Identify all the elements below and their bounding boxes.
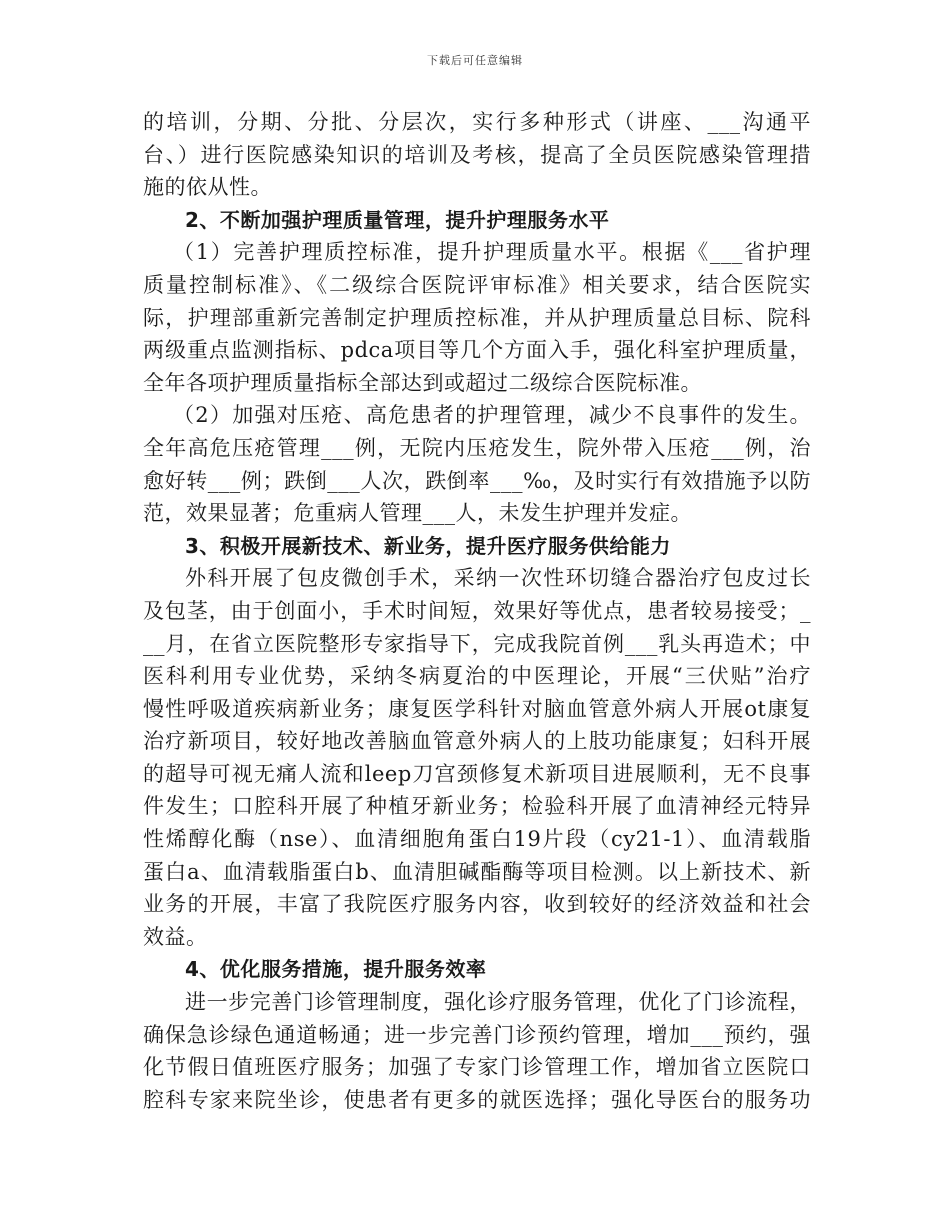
document-body [143, 106, 811, 1116]
paragraph-line: （1）完善护理质控标准，提升护理质量水平。根据《___省护理 [173, 240, 811, 265]
paragraph-line: __月，在省立医院整形专家指导下，完成我院首例___乳头再造术；中 [143, 631, 811, 656]
paragraph-line: 际，护理部重新完善制定护理质控标准，并从护理质量总目标、院科 [143, 305, 811, 330]
paragraph-line: 慢性呼吸道疾病新业务；康复医学科针对脑血管意外病人开展ot康复 [143, 696, 811, 721]
page-header: 下载后可任意编辑 [427, 54, 523, 67]
paragraph-line: 确保急诊绿色通道畅通；进一步完善门诊预约管理，增加___预约，强 [143, 1022, 811, 1047]
paragraph-line: 性烯醇化酶（nse）、血清细胞角蛋白19片段（cy21-1）、血清载脂 [143, 827, 811, 852]
paragraph-line: 外科开展了包皮微创手术，采纳一次性环切缝合器治疗包皮过长 [185, 566, 811, 591]
paragraph-line: （2）加强对压疮、高危患者的护理管理，减少不良事件的发生。 [173, 403, 811, 428]
paragraph-line: 台、）进行医院感染知识的培训及考核，提高了全员医院感染管理措 [143, 142, 811, 167]
paragraph-line: 的超导可视无痛人流和leep刀宫颈修复术新项目进展顺利，无不良事 [143, 761, 811, 786]
paragraph-line: 腔科专家来院坐诊，使患者有更多的就医选择；强化导医台的服务功 [143, 1087, 811, 1112]
paragraph-line: 效益。 [143, 924, 208, 949]
paragraph-line: 化节假日值班医疗服务；加强了专家门诊管理工作，增加省立医院口 [143, 1055, 811, 1080]
paragraph-line: 业务的开展，丰富了我院医疗服务内容，收到较好的经济效益和社会 [143, 892, 811, 917]
paragraph-line: 质量控制标准》、《二级综合医院评审标准》相关要求，结合医院实 [143, 272, 811, 297]
paragraph-line: 的培训，分期、分批、分层次，实行多种形式（讲座、___沟通平 [143, 110, 811, 134]
section-heading: 4、优化服务措施，提升服务效率 [185, 957, 487, 982]
paragraph-line: 进一步完善门诊管理制度，强化诊疗服务管理，优化了门诊流程， [185, 990, 811, 1015]
section-heading: 3、积极开展新技术、新业务，提升医疗服务供给能力 [185, 533, 671, 558]
paragraph-line: 范，效果显著；危重病人管理___人，未发生护理并发症。 [143, 501, 692, 526]
paragraph-line: 件发生；口腔科开展了种植牙新业务；检验科开展了血清神经元特异 [143, 794, 811, 819]
paragraph-line: 治疗新项目，较好地改善脑血管意外病人的上肢功能康复；妇科开展 [143, 729, 811, 754]
section-heading: 2、不断加强护理质量管理，提升护理服务水平 [185, 207, 610, 232]
paragraph-line: 蛋白a、血清载脂蛋白b、血清胆碱酯酶等项目检测。以上新技术、新 [143, 859, 811, 884]
paragraph-line: 及包茎，由于创面小，手术时间短，效果好等优点，患者较易接受；_ [143, 598, 811, 623]
paragraph-line: 全年各项护理质量指标全部达到或超过二级综合医院标准。 [143, 370, 702, 395]
paragraph-line: 两级重点监测指标、pdca项目等几个方面入手，强化科室护理质量， [143, 338, 811, 363]
paragraph-line: 医科利用专业优势，采纳冬病夏治的中医理论，开展“三伏贴”治疗 [143, 664, 811, 689]
paragraph-line: 全年高危压疮管理___例，无院内压疮发生，院外带入压疮___例，治 [143, 435, 811, 460]
paragraph-line: 愈好转___例；跌倒___人次，跌倒率___‰，及时实行有效措施予以防 [143, 468, 811, 493]
paragraph-line: 施的依从性。 [143, 175, 272, 200]
